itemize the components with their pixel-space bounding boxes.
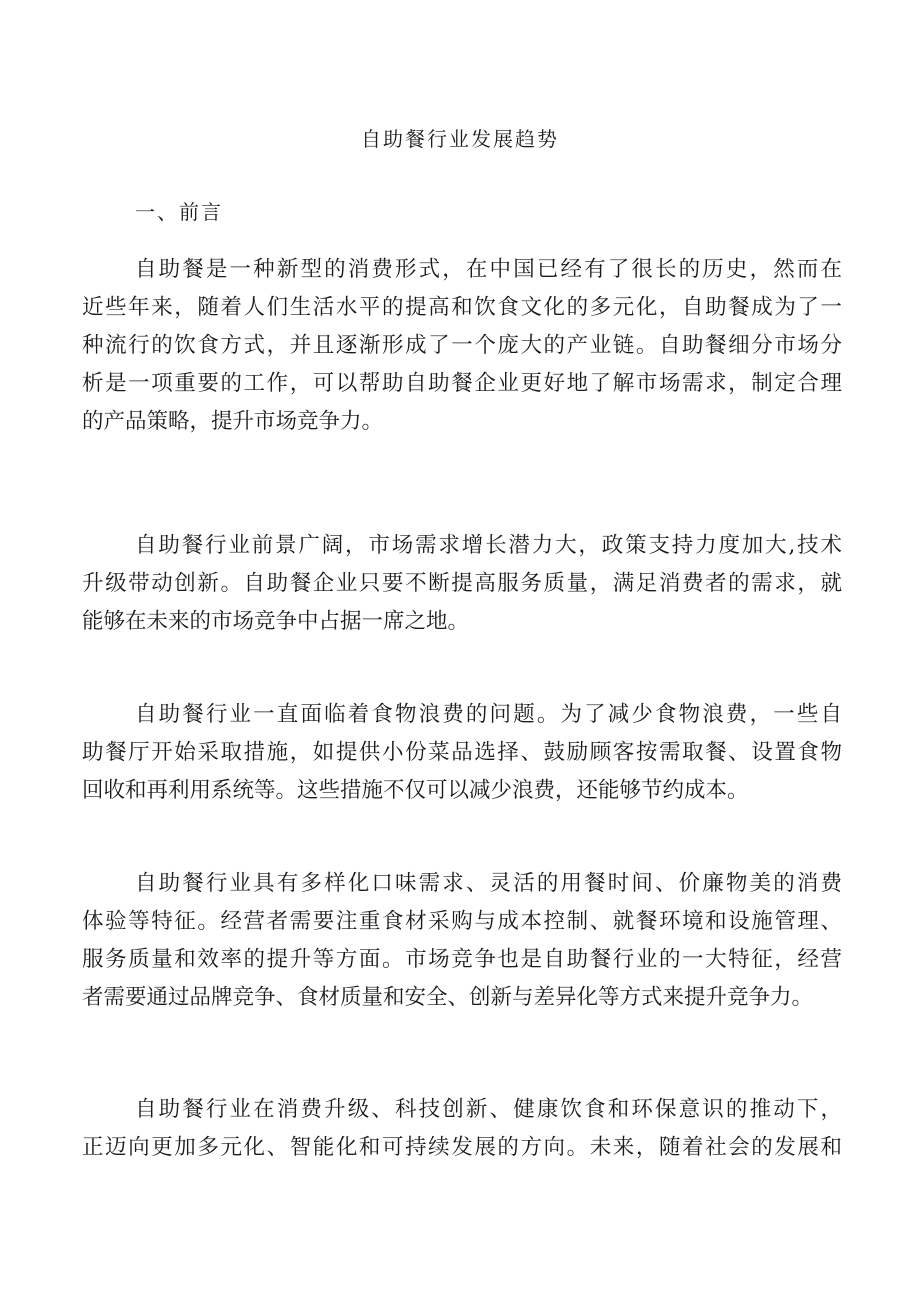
paragraph-line: 近些年来，随着人们生活水平的提高和饮食文化的多元化，自助餐成为了一 bbox=[82, 295, 842, 320]
paragraph-line: 自助餐是一种新型的消费形式，在中国已经有了很长的历史，然而在 bbox=[135, 257, 842, 282]
paragraph-line: 自助餐行业具有多样化口味需求、灵活的用餐时间、价廉物美的消费 bbox=[135, 871, 842, 896]
paragraph-line: 助餐厅开始采取措施，如提供小份菜品选择、鼓励顾客按需取餐、设置食物 bbox=[82, 740, 842, 765]
paragraph-5 bbox=[82, 1091, 842, 1167]
section-heading-preface: 一、前言 bbox=[135, 200, 223, 224]
paragraph-line: 服务质量和效率的提升等方面。市场竞争也是自助餐行业的一大特征，经营 bbox=[82, 947, 842, 972]
paragraph-2 bbox=[82, 527, 842, 641]
paragraph-3 bbox=[82, 696, 842, 810]
paragraph-line: 析是一项重要的工作，可以帮助自助餐企业更好地了解市场需求，制定合理 bbox=[82, 371, 842, 396]
document-title: 自助餐行业发展趋势 bbox=[361, 127, 559, 151]
paragraph-line: 能够在未来的市场竞争中占据一席之地。 bbox=[82, 609, 470, 634]
paragraph-line: 的产品策略，提升市场竞争力。 bbox=[82, 409, 384, 434]
paragraph-line: 者需要通过品牌竞争、食材质量和安全、创新与差异化等方式来提升竞争力。 bbox=[82, 985, 814, 1010]
paragraph-line: 升级带动创新。自助餐企业只要不断提高服务质量，满足消费者的需求，就 bbox=[82, 571, 842, 596]
paragraph-4 bbox=[82, 865, 842, 1017]
paragraph-line: 种流行的饮食方式，并且逐渐形成了一个庞大的产业链。自助餐细分市场分 bbox=[82, 333, 842, 358]
paragraph-1 bbox=[82, 251, 842, 441]
paragraph-line: 自助餐行业一直面临着食物浪费的问题。为了减少食物浪费，一些自 bbox=[135, 702, 842, 727]
paragraph-line: 回收和再利用系统等。这些措施不仅可以减少浪费，还能够节约成本。 bbox=[82, 778, 749, 803]
paragraph-line: 正迈向更加多元化、智能化和可持续发展的方向。未来，随着社会的发展和 bbox=[82, 1135, 842, 1160]
paragraph-line: 自助餐行业在消费升级、科技创新、健康饮食和环保意识的推动下， bbox=[135, 1097, 842, 1122]
paragraph-line: 体验等特征。经营者需要注重食材采购与成本控制、就餐环境和设施管理、 bbox=[82, 909, 842, 934]
paragraph-line: 自助餐行业前景广阔，市场需求增长潜力大，政策支持力度加大,技术 bbox=[135, 533, 842, 558]
